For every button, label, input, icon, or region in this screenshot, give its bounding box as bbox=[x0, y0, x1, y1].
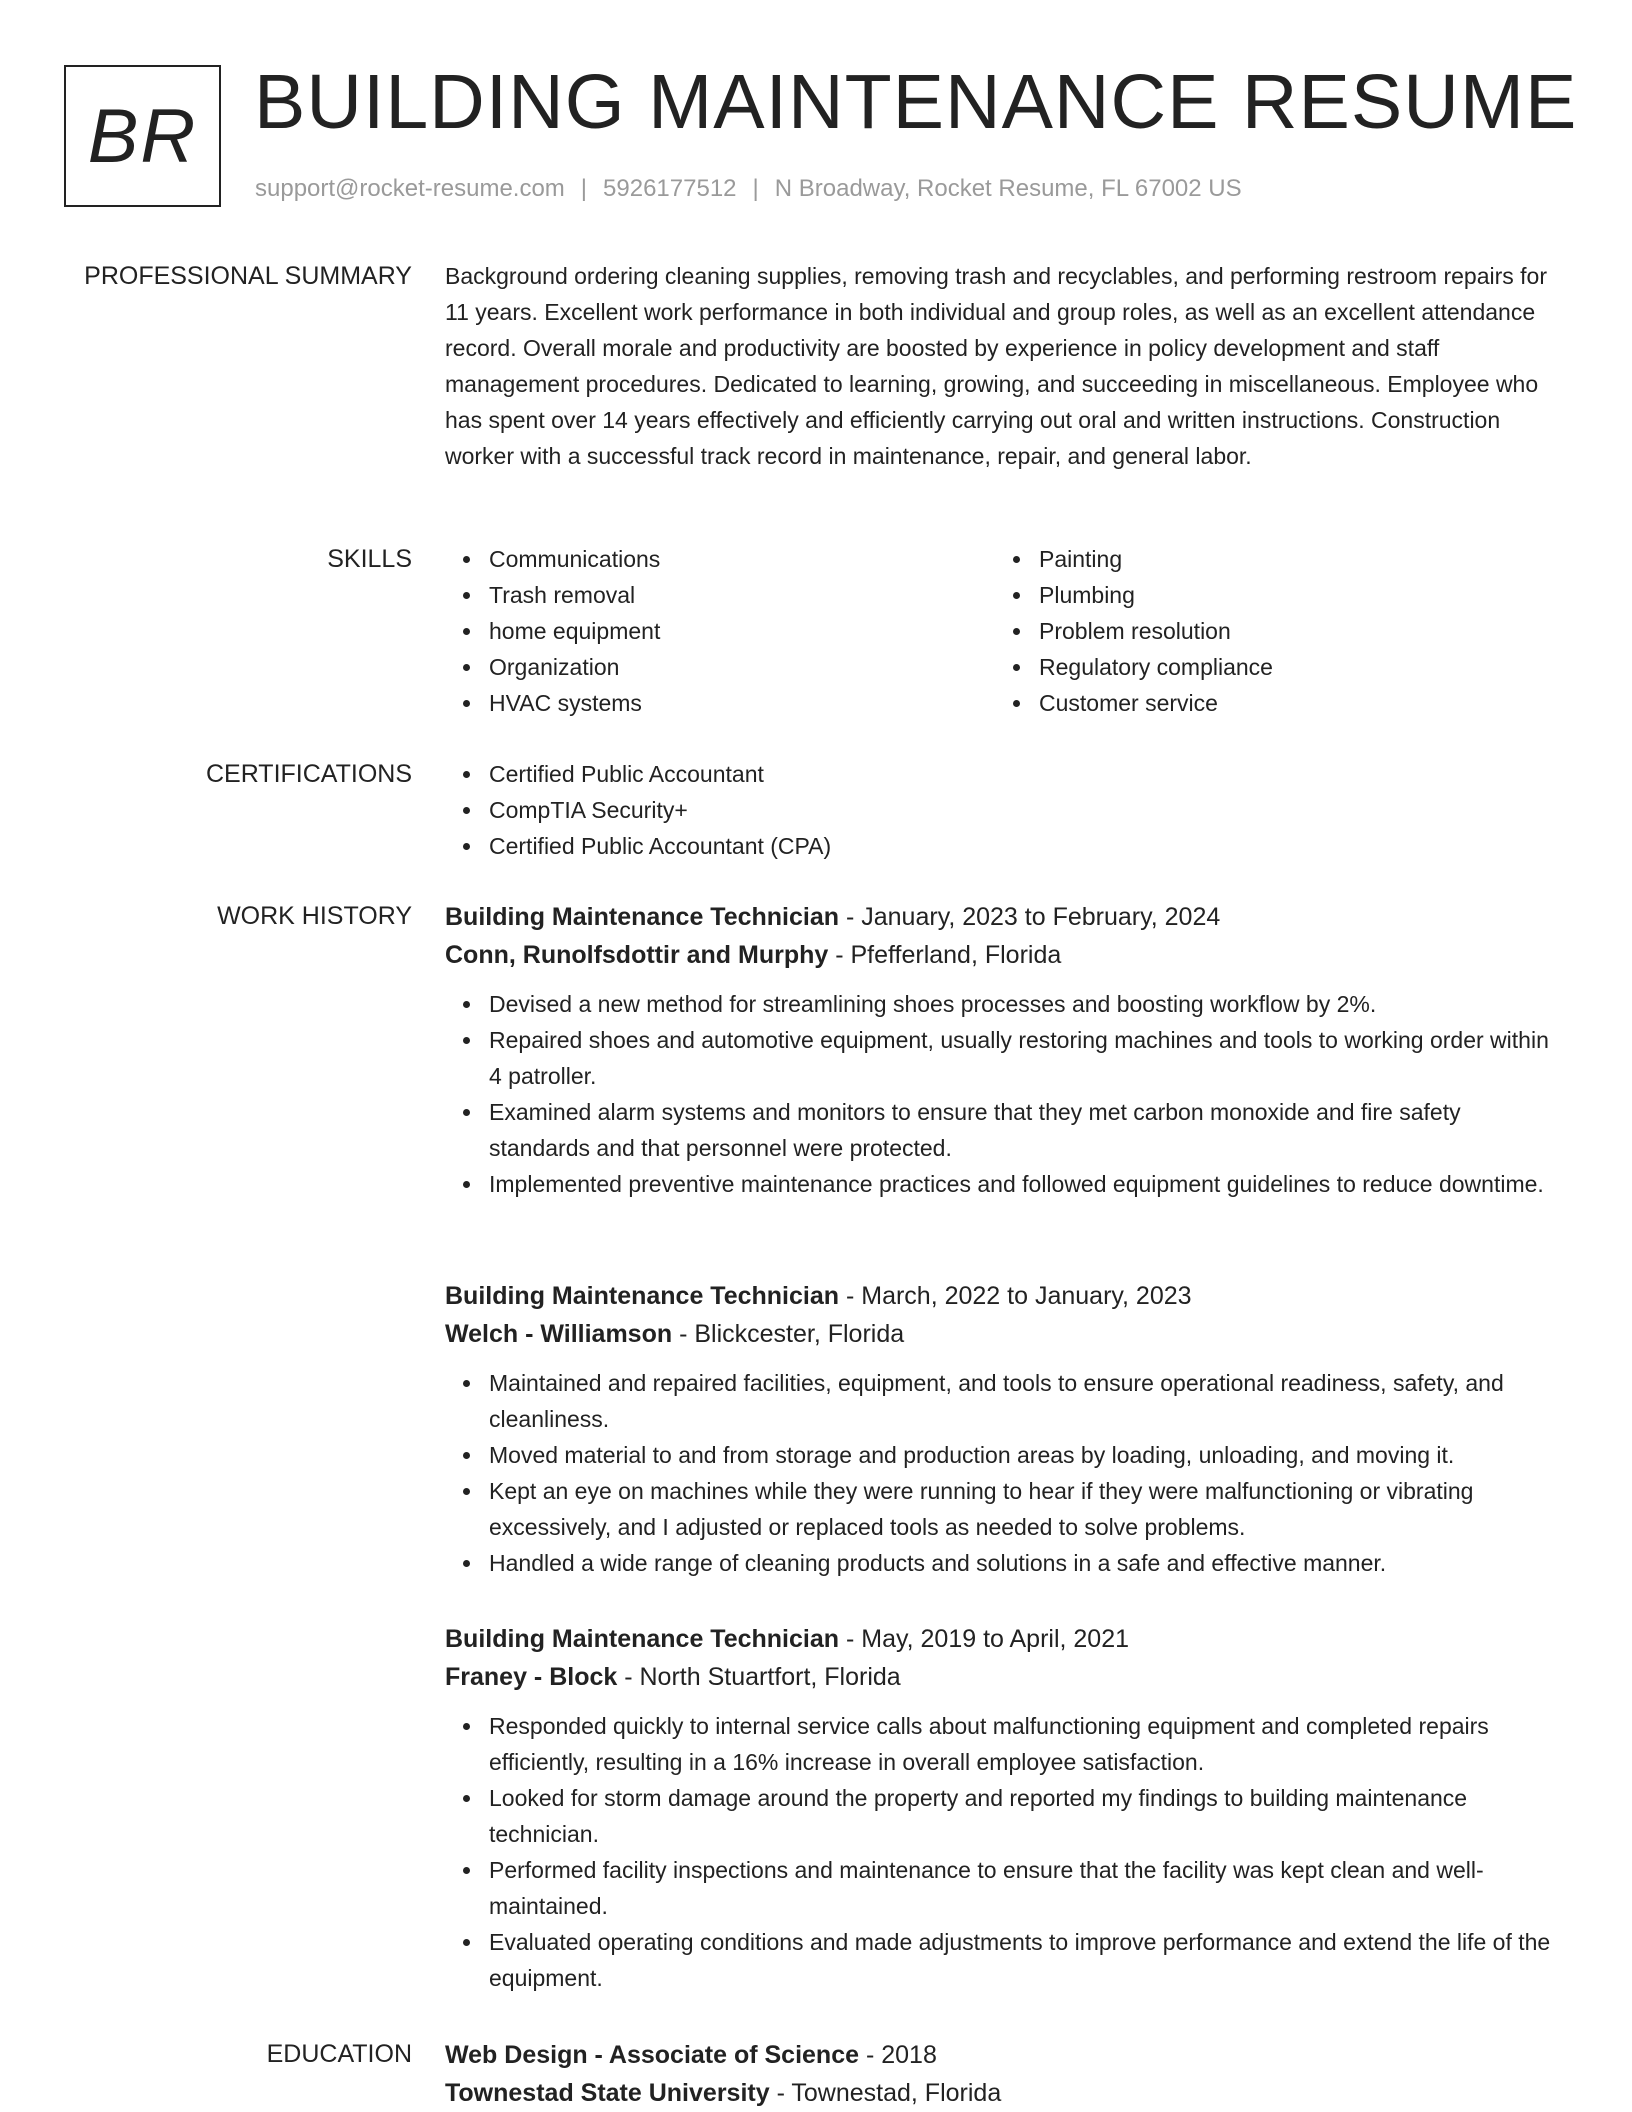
certification-item: Certified Public Accountant (CPA) bbox=[489, 828, 1560, 864]
job-location: - Blickcester, Florida bbox=[672, 1320, 905, 1348]
skill-item: Customer service bbox=[1039, 685, 1273, 721]
job-bullet: Evaluated operating conditions and made adjustments to improve performance and extend the life of the equipment. bbox=[489, 1924, 1560, 1996]
job-entry bbox=[445, 1277, 1560, 1581]
education-degree-line bbox=[445, 2036, 1560, 2074]
job-bullets bbox=[445, 1708, 1560, 1996]
job-bullet: Responded quickly to internal service calls about malfunctioning equipment and completed repairs efficiently, resulting in a 16% increase in overall employee satisfaction. bbox=[489, 1708, 1560, 1780]
summary-text: Background ordering cleaning supplies, removing trash and recyclables, and performing restroom repairs for 11 years. Excellent work performance in both individual and group roles, as well as an excellent attendance record. Overall morale and productivity are boosted by experience in policy development and staff management procedures. Dedicated to learning, growing, and succeeding in miscellaneous. Employee who has spent over 14 years effectively and efficiently carrying out oral and written instructions. Construction worker with a successful track record in maintenance, repair, and general labor. bbox=[445, 263, 1548, 469]
job-bullet: Kept an eye on machines while they were running to hear if they were malfunctioning or vibrating excessively, and I adjusted or replaced tools as needed to solve problems. bbox=[489, 1473, 1560, 1545]
job-bullets bbox=[445, 1365, 1560, 1581]
education-year: - 2018 bbox=[859, 2041, 937, 2069]
contact-email: support@rocket-resume.com bbox=[255, 175, 565, 202]
skill-item: home equipment bbox=[489, 613, 660, 649]
monogram-logo: BR bbox=[64, 65, 221, 207]
resume-title: BUILDING MAINTENANCE RESUME bbox=[254, 59, 1578, 145]
skill-item: Painting bbox=[1039, 541, 1273, 577]
job-title: Building Maintenance Technician bbox=[445, 1282, 840, 1310]
job-dates: - May, 2019 to April, 2021 bbox=[839, 1625, 1130, 1653]
job-dates: - March, 2022 to January, 2023 bbox=[839, 1282, 1192, 1310]
job-title-line bbox=[445, 1620, 1560, 1658]
job-bullet: Maintained and repaired facilities, equipment, and tools to ensure operational readiness, safety, and cleanliness. bbox=[489, 1365, 1560, 1437]
job-bullet: Implemented preventive maintenance practices and followed equipment guidelines to reduce downtime. bbox=[489, 1166, 1560, 1202]
contact-line bbox=[255, 175, 1242, 203]
job-company-line bbox=[445, 1315, 1560, 1353]
skill-item: Problem resolution bbox=[1039, 613, 1273, 649]
contact-phone: 5926177512 bbox=[603, 175, 737, 202]
contact-separator: | bbox=[580, 175, 588, 202]
skills-list-right bbox=[995, 541, 1273, 721]
certification-item: CompTIA Security+ bbox=[489, 792, 1560, 828]
job-title: Building Maintenance Technician bbox=[445, 1625, 840, 1653]
job-company-line bbox=[445, 936, 1560, 974]
skill-item: Communications bbox=[489, 541, 660, 577]
skills-list-left bbox=[445, 541, 660, 721]
job-title: Building Maintenance Technician bbox=[445, 903, 840, 931]
job-company-line bbox=[445, 1658, 1560, 1696]
job-bullets bbox=[445, 986, 1560, 1202]
job-entry bbox=[445, 1620, 1560, 1996]
certifications-list bbox=[445, 756, 1560, 864]
job-company: Conn, Runolfsdottir and Murphy bbox=[445, 941, 829, 969]
work-history-label: WORK HISTORY bbox=[217, 902, 412, 930]
job-location: - North Stuartfort, Florida bbox=[617, 1663, 901, 1691]
job-bullet: Examined alarm systems and monitors to ensure that they met carbon monoxide and fire safety standards and that personnel were protected. bbox=[489, 1094, 1560, 1166]
certifications-label: CERTIFICATIONS bbox=[205, 760, 412, 788]
contact-address: N Broadway, Rocket Resume, FL 67002 US bbox=[774, 175, 1242, 202]
contact-separator: | bbox=[752, 175, 759, 202]
education-location: - Townestad, Florida bbox=[769, 2079, 1002, 2107]
job-bullet: Moved material to and from storage and production areas by loading, unloading, and moving it. bbox=[489, 1437, 1560, 1473]
job-title-line bbox=[445, 898, 1560, 936]
job-company: Franey - Block bbox=[445, 1663, 618, 1691]
skill-item: Plumbing bbox=[1039, 577, 1273, 613]
certification-item: Certified Public Accountant bbox=[489, 756, 1560, 792]
job-bullet: Looked for storm damage around the property and reported my findings to building maintenance technician. bbox=[489, 1780, 1560, 1852]
skills-label: SKILLS bbox=[327, 545, 412, 573]
job-bullet: Handled a wide range of cleaning products and solutions in a safe and effective manner. bbox=[489, 1545, 1560, 1581]
summary-label: PROFESSIONAL SUMMARY bbox=[84, 262, 412, 290]
job-entry bbox=[445, 898, 1560, 1202]
education-school-line bbox=[445, 2074, 1560, 2112]
skill-item: Trash removal bbox=[489, 577, 660, 613]
skill-item: Organization bbox=[489, 649, 660, 685]
education-label: EDUCATION bbox=[266, 2040, 412, 2068]
job-dates: - January, 2023 to February, 2024 bbox=[839, 903, 1221, 931]
skill-item: Regulatory compliance bbox=[1039, 649, 1273, 685]
job-bullet: Performed facility inspections and maintenance to ensure that the facility was kept clean and well-maintained. bbox=[489, 1852, 1560, 1924]
job-title-line bbox=[445, 1277, 1560, 1315]
job-bullet: Repaired shoes and automotive equipment, usually restoring machines and tools to working order within 4 patroller. bbox=[489, 1022, 1560, 1094]
job-bullet: Devised a new method for streamlining shoes processes and boosting workflow by 2%. bbox=[489, 986, 1560, 1022]
skill-item: HVAC systems bbox=[489, 685, 660, 721]
job-location: - Pfefferland, Florida bbox=[828, 941, 1062, 969]
education-degree: Web Design - Associate of Science bbox=[445, 2041, 860, 2069]
job-company: Welch - Williamson bbox=[445, 1320, 673, 1348]
education-school: Townestad State University bbox=[445, 2079, 770, 2107]
